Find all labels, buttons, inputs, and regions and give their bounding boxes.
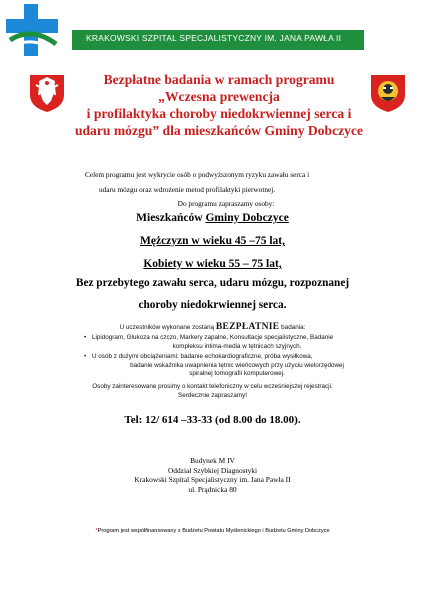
funding-footnote (0, 528, 425, 534)
exams-intro-after: badania: (279, 324, 306, 331)
intro-line: Do programu zapraszamy osoby: (177, 199, 275, 208)
header (0, 0, 425, 55)
list-item (84, 334, 382, 351)
free-label: BEZPŁATNIE (215, 322, 280, 332)
closing-line: Osoby zainteresowane prosimy o kontakt telefoniczny w celu wcześniejszej rejestracji. (92, 383, 333, 390)
list-item-line: Lipidogram, Glukoza na czczo, Markery zapalne, Konsultacje specjalistyczne, Badanie (92, 334, 334, 341)
residents-place: Gminy Dobczyce (205, 212, 289, 224)
bullet-icon: • (84, 334, 87, 341)
hospital-name: KRAKOWSKI SZPITAL SPECJALISTYCZNY IM. JANA PAWŁA II (86, 33, 342, 43)
dobczyce-coat-of-arms-icon (27, 73, 67, 113)
residents-prefix: Mieszkańców (136, 212, 206, 224)
title-line: i profilaktyka choroby niedokrwiennej serca i (86, 106, 352, 121)
target-condition-line: choroby niedokrwiennej serca. (138, 299, 287, 311)
exams-list (84, 334, 382, 381)
address-line: Oddział Szybkiej Diagnostyki (167, 465, 258, 475)
title-line: udaru mózgu” dla mieszkańców Gminy Dobczyce (74, 123, 364, 138)
list-item-line: U osób z dużymi obciążeniami: badanie echokardiograficzne, próba wysiłkowa, (92, 353, 313, 361)
address-line: Krakowski Szpital Specjalistyczny im. Jana Pawła II (134, 475, 291, 485)
footnote-text: Program jest współfinansowany z Budżetu Powiatu Myślenickiego i Budżetu Gminy Dobczyce (97, 528, 330, 534)
closing-line: Serdecznie zapraszamy! (178, 391, 247, 399)
phone-number: Tel: 12/ 614 –33-33 (od 8.00 do 18.00). (124, 414, 301, 426)
intro-line: udaru mózgu oraz wdrożenie metod profilaktyki pierwotnej. (99, 184, 276, 194)
target-condition-line: Bez przebytego zawału serca, udaru mózgu, rozpoznanej (75, 277, 350, 289)
program-intro (85, 168, 375, 212)
exams-intro (0, 323, 425, 333)
list-item-line: kompleksu intima-media w tętnicach szyjnych. (172, 342, 302, 350)
title-line: Bezpłatne badania w ramach programu (103, 72, 335, 87)
list-item-line: spiralnej tomografii komputerowej. (189, 370, 285, 378)
hospital-cross-logo (6, 4, 58, 56)
address-line: Budynek M IV (190, 456, 235, 465)
list-item-line: badanie wskaźnika uwapnienia tętnic wieńcowych przy użyciu wielorzędowej (130, 361, 344, 369)
footnote-star: * (95, 528, 98, 534)
program-title (70, 71, 368, 139)
target-residents (0, 212, 425, 224)
closing-note (0, 383, 425, 400)
exams-intro-before: U uczestników wykonane zostaną (119, 324, 216, 331)
target-women: Kobiety w wieku 55 – 75 lat, (143, 258, 282, 270)
title-line: „Wczesna prewencja (158, 89, 280, 104)
address-block (0, 456, 425, 494)
myslenice-county-coat-of-arms-icon (369, 71, 407, 113)
target-men: Mężczyzn w wieku 45 –75 lat, (140, 235, 285, 247)
bullet-icon: • (84, 353, 87, 361)
address-line: ul. Prądnicka 80 (188, 484, 237, 494)
intro-line: Celem programu jest wykrycie osób o podwyższonym ryzyku zawału serca i (85, 170, 310, 179)
list-item (84, 353, 382, 379)
